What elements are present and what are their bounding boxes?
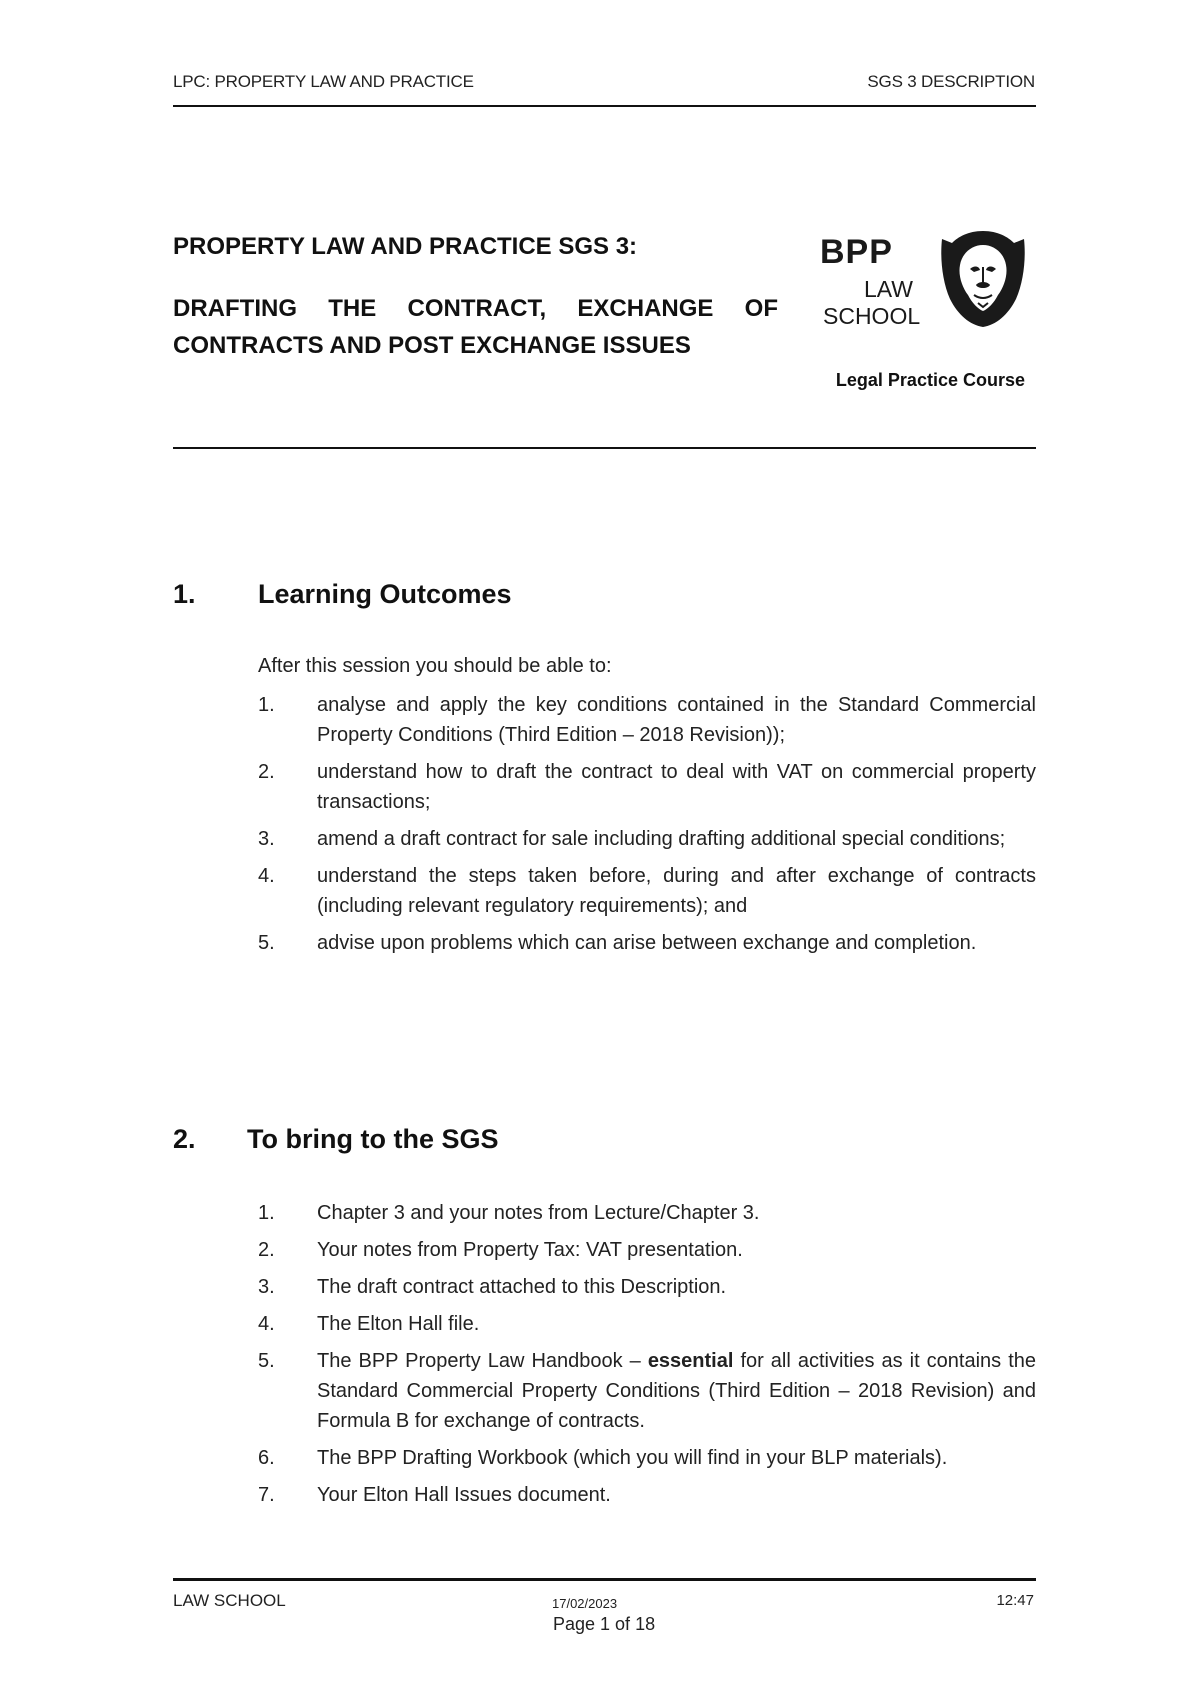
section-2-heading: To bring to the SGS — [247, 1124, 499, 1154]
list-item-number: 4. — [258, 1313, 275, 1335]
list-item-number: 3. — [258, 1276, 275, 1298]
list-item-text: amend a draft contract for sale including drafting additional special conditions; — [317, 828, 1006, 850]
to-bring-list — [258, 1198, 1036, 1517]
document-title: PROPERTY LAW AND PRACTICE SGS 3: — [173, 233, 638, 260]
list-item-number: 7. — [258, 1484, 275, 1506]
list-item-number: 5. — [258, 1350, 275, 1372]
page-number: Page 1 of 18 — [553, 1614, 656, 1634]
running-header-right: SGS 3 DESCRIPTION — [867, 72, 1035, 91]
title-rule — [173, 447, 1036, 449]
list-item — [258, 1235, 1036, 1265]
logo-school: SCHOOL — [823, 303, 921, 329]
list-item — [258, 1480, 1036, 1510]
list-item-text: The draft contract attached to this Description. — [317, 1276, 727, 1298]
list-item-number: 2. — [258, 761, 275, 783]
list-item — [258, 690, 1036, 750]
section-1-heading: Learning Outcomes — [258, 579, 512, 609]
list-item-text-post: for all activities as it contains the Standard Commercial Property Conditions (Third Edition – 2018 Revision) and Formula B for exchange of contracts. — [317, 1350, 1036, 1432]
logo-law: LAW — [864, 276, 913, 302]
list-item-text: The BPP Drafting Workbook (which you will find in your BLP materials). — [317, 1447, 948, 1469]
list-item-number: 6. — [258, 1447, 275, 1469]
list-item-text: analyse and apply the key conditions contained in the Standard Commercial Property Conditions (Third Edition – 2018 Revision)); — [317, 694, 1036, 746]
title-block — [173, 232, 778, 364]
list-item-number: 1. — [258, 694, 275, 716]
footer-school: LAW SCHOOL — [173, 1591, 286, 1610]
list-item-number: 2. — [258, 1239, 275, 1261]
logo-brand: BPP — [820, 233, 893, 271]
list-item-number: 1. — [258, 1202, 275, 1224]
list-item — [258, 824, 1036, 854]
list-item — [258, 1309, 1036, 1339]
footer-date: 17/02/2023 — [552, 1596, 618, 1611]
course-label: Legal Practice Course — [835, 370, 1025, 390]
list-item — [258, 1346, 1036, 1436]
learning-outcomes-list — [258, 690, 1036, 965]
footer-time: 12:47 — [996, 1592, 1034, 1609]
list-item-text: Chapter 3 and your notes from Lecture/Chapter 3. — [317, 1202, 760, 1224]
list-item — [258, 861, 1036, 921]
header-rule — [173, 105, 1036, 107]
list-item-text-pre: The BPP Property Law Handbook – — [317, 1350, 648, 1372]
list-item-text: understand how to draft the contract to deal with VAT on commercial property transactions; — [317, 761, 1036, 813]
list-item-emphasis: essential — [647, 1350, 734, 1372]
running-header-left: LPC: PROPERTY LAW AND PRACTICE — [173, 72, 474, 91]
list-item — [258, 1198, 1036, 1228]
section-1-number: 1. — [173, 579, 196, 609]
footer-rule — [173, 1578, 1036, 1581]
list-item-number: 4. — [258, 865, 275, 887]
list-item — [258, 1272, 1036, 1302]
list-item — [258, 1443, 1036, 1473]
lion-head-icon — [938, 229, 1028, 329]
bpp-law-school-logo — [820, 229, 1030, 339]
list-item — [258, 757, 1036, 817]
list-item — [258, 928, 1036, 958]
list-item-text: advise upon problems which can arise between exchange and completion. — [317, 932, 977, 954]
list-item-number: 3. — [258, 828, 275, 850]
document-subtitle: DRAFTING THE CONTRACT, EXCHANGE OF CONTRACTS AND POST EXCHANGE ISSUES — [173, 295, 778, 359]
list-item-text: Your notes from Property Tax: VAT presentation. — [317, 1239, 743, 1261]
list-item-text: The Elton Hall file. — [317, 1313, 480, 1335]
section-2-number: 2. — [173, 1124, 196, 1154]
list-item-text: understand the steps taken before, during and after exchange of contracts (including relevant regulatory requirements); and — [317, 865, 1036, 917]
section-1-intro: After this session you should be able to: — [258, 655, 612, 677]
list-item-text: Your Elton Hall Issues document. — [317, 1484, 611, 1506]
list-item-number: 5. — [258, 932, 275, 954]
